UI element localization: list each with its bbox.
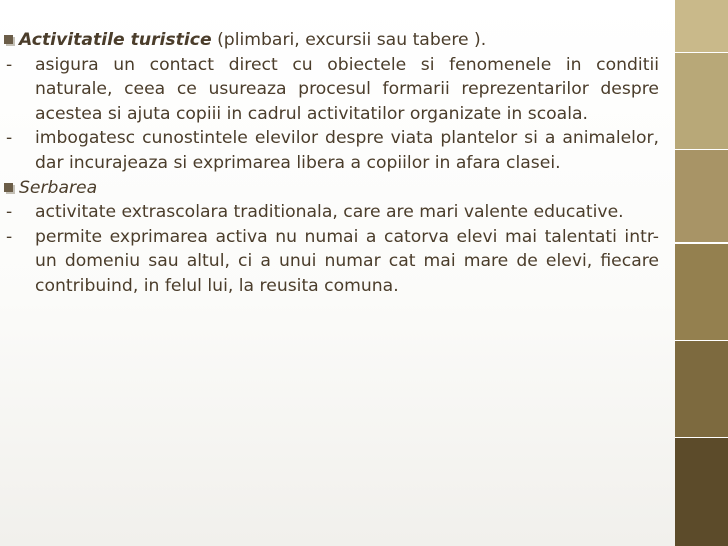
band-strip-6 bbox=[675, 438, 728, 546]
heading-bold-text: Activitatile turistice bbox=[19, 30, 212, 50]
dash-bullet: - bbox=[6, 202, 13, 223]
band-strip-5 bbox=[675, 341, 728, 437]
checkbox-bullet-icon bbox=[4, 183, 15, 194]
checkbox-bullet-icon bbox=[4, 35, 15, 46]
slide-body bbox=[4, 28, 659, 299]
band-strip-1 bbox=[675, 0, 728, 52]
dash-bullet: - bbox=[6, 128, 13, 149]
dash-bullet: - bbox=[6, 54, 13, 75]
dash-item-text: activitate extrascolara traditionala, care are mari valente educative. bbox=[35, 202, 624, 223]
band-strip-4 bbox=[675, 244, 728, 340]
band-strip-2 bbox=[675, 53, 728, 149]
heading-italic-text: Serbarea bbox=[19, 177, 98, 198]
dash-item-text: permite exprimarea activa nu numai a catorva elevi mai talentati intr-un domeniu sau altul, ci a unui numar cat mai mare de elevi, fiecare contribuind, in felul lui, la reusita comuna. bbox=[35, 226, 659, 296]
dash-item-text: asigura un contact direct cu obiectele si fenomenele in conditii naturale, ceea ce usureaza procesul formarii reprezentarilor despre acestea si ajuta copiii in cadrul activitatilor organizate in scoala. bbox=[35, 54, 659, 124]
dash-item-contact-direct bbox=[4, 53, 659, 127]
dash-item-imbogatesc bbox=[4, 126, 659, 175]
heading-activitati-turistice bbox=[4, 28, 659, 53]
band-strip-3 bbox=[675, 150, 728, 242]
dash-item-exprimarea-activa bbox=[4, 225, 659, 299]
heading-serbarea bbox=[4, 176, 659, 201]
heading-rest-text: (plimbari, excursii sau tabere ). bbox=[211, 30, 487, 50]
dash-item-traditionala bbox=[4, 200, 659, 225]
dash-item-text: imbogatesc cunostintele elevilor despre viata plantelor si a animalelor, dar incurajeaza si exprimarea libera a copiilor in afara clasei. bbox=[35, 128, 659, 173]
dash-bullet: - bbox=[6, 226, 13, 247]
decorative-right-band bbox=[675, 0, 728, 546]
